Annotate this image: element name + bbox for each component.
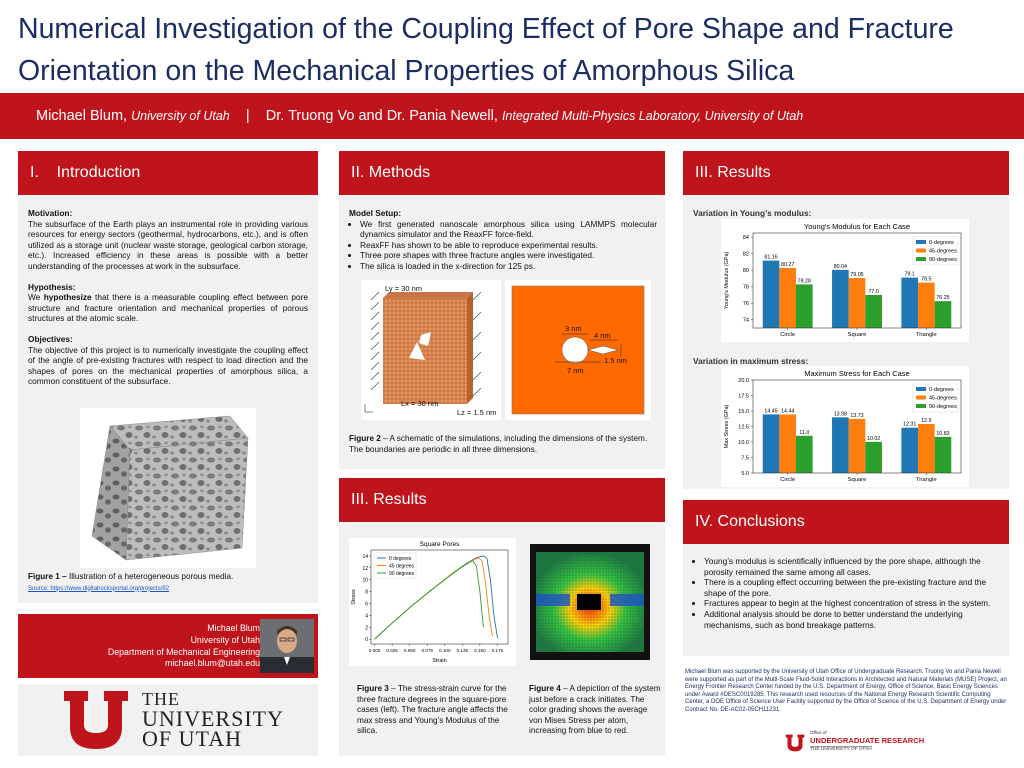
oor-logo [784, 730, 925, 756]
hypothesis-label: Hypothesis: [28, 281, 76, 292]
u-block-logo-icon [58, 687, 134, 753]
y-tick-label: 82 [742, 251, 749, 258]
conclusions-panel [683, 500, 1009, 656]
author-bar [0, 93, 1024, 139]
x-tick-label: Square [847, 332, 867, 338]
acknowledgement-text: Michael Blum was supported by the University of Utah Office of Undergraduate Research. Truong Vo and Pania Newell were supported as part of the Multi-Scale Fluid-Solid Interactions in Architected and Natural Materials (MUSE) Project, an Energy Frontier Research Center funded by the U.S. Department of Energy, Office of Science, Basic Energy Sciences under Award #DESC0019285. This research used resources of the National Energy Research Scientific Computing Center, a DOE Office of Science User Facility supported by the Office of Science of the U.S. Department of Energy under Contract No. DE-AC02-05CH11231. [685, 669, 1007, 713]
bar-value-label: 76.25 [936, 295, 950, 302]
contact-university: University of Utah [190, 634, 260, 645]
legend-label: 45-degrees [929, 395, 957, 402]
methods-bullet-list [349, 219, 657, 272]
y-axis-label: Young's Modulus (GPa) [724, 251, 730, 310]
y-tick-label: 20.0 [738, 378, 749, 384]
pore-diameter-label: 3 nm [565, 324, 582, 333]
bar [796, 436, 813, 473]
max-stress-chart [721, 366, 969, 487]
x-tick-label: 0.100 [439, 648, 451, 653]
bar-value-label: 78.28 [797, 278, 811, 285]
bar-value-label: 14.45 [764, 408, 778, 415]
author-primary-affiliation: University of Utah [131, 109, 230, 123]
wordmark-line2: UNIVERSITY [142, 706, 284, 731]
bar-value-label: 13.73 [850, 412, 864, 419]
oor-big: UNDERGRADUATE RESEARCH [810, 736, 925, 745]
bar [763, 414, 780, 473]
x-tick-label: 0.175 [491, 648, 504, 653]
results-right-panel [683, 151, 1009, 489]
lz-label: Lz = 1.5 nm [457, 408, 497, 417]
figure4-text: – A depiction of the system just before a crack initiates. The color grading shows the average von Mises Stress per atom, increasing from blue to red. [529, 684, 661, 735]
legend-label: 0 degrees [389, 556, 412, 562]
methods-bullet: • The silica is loaded in the x-direction for 125 ps. [360, 261, 657, 272]
x-tick-label: 0.125 [456, 648, 469, 653]
bar-value-label: 80.04 [833, 263, 847, 270]
x-tick-label: 0.000 [368, 648, 381, 653]
bar-value-label: 81.16 [764, 254, 778, 261]
figure2-label: Figure 2 [349, 434, 381, 443]
y-tick-label: 12.5 [738, 424, 749, 431]
y-axis-label: Stress [351, 589, 357, 605]
bar-value-label: 78.5 [921, 276, 932, 283]
y-tick-label: 80 [742, 268, 749, 275]
y-tick-label: 14 [362, 553, 368, 560]
y-tick-label: 7.5 [741, 455, 749, 462]
x-tick-label: 0.150 [474, 648, 486, 653]
max-stress-label: Variation in maximum stress: [693, 356, 809, 366]
author-primary: Michael Blum, [36, 108, 128, 124]
bar [918, 424, 935, 473]
oor-u-icon [784, 732, 806, 754]
conclusions-bullet-list [693, 556, 999, 630]
figure3-caption [357, 684, 517, 737]
chart-title: Maximum Stress for Each Case [804, 369, 910, 378]
y-tick-label: 8 [365, 589, 368, 596]
results-middle-panel [339, 478, 665, 756]
y-tick-label: 78 [742, 284, 749, 291]
motivation-text: The subsurface of the Earth plays an instrumental role in providing various resources for energy sectors (geothermal, hydrocarbons, etc.), and is often utilized as a storage unit (nuclear waste storage, geological carbon storage, etc.). Increased efficiency in these areas is possible with a better understanding of the processes at work in the subsurface. [28, 218, 308, 271]
figure2-text: – A schematic of the simulations, including the dimensions of the system. The boundaries are periodic in all three dimensions. [349, 434, 648, 454]
bar [901, 428, 918, 473]
figure1-source-link[interactable]: Source: https://www.digitalrocksportal.org/projects/92 [28, 585, 170, 592]
legend-label: 45 degrees [389, 563, 415, 570]
model-setup-label: Model Setup: [349, 208, 402, 218]
author-advisors-affiliation: Integrated Multi-Physics Laboratory, University of Utah [501, 109, 804, 123]
legend-swatch [916, 257, 926, 261]
y-tick-label: 76 [742, 301, 749, 308]
introduction-heading: I. Introduction [18, 151, 318, 195]
contact-name: Michael Blum [207, 623, 260, 633]
motivation-label: Motivation: [28, 208, 73, 218]
conclusion-bullet: • Fractures appear to begin at the highest concentration of stress in the system. [704, 598, 999, 609]
x-tick-label: 0.050 [403, 648, 416, 653]
bar-value-label: 80.27 [781, 261, 795, 268]
bar-value-label: 11.0 [799, 429, 810, 436]
conclusion-bullet: • Additional analysis should be done to better understand the underlying mechanisms, such as bond breakage patterns. [704, 609, 999, 630]
figure1-label: Figure 1 – [28, 572, 67, 581]
y-tick-label: 84 [742, 235, 749, 242]
bar [935, 301, 952, 328]
bar [779, 268, 796, 328]
chart-title: Young's Modulus for Each Case [803, 222, 911, 231]
max-stress-svg [721, 366, 969, 487]
bar-value-label: 79.1 [904, 271, 915, 278]
bar [763, 261, 780, 328]
bar [865, 295, 882, 328]
results-middle-heading: III. Results [339, 478, 665, 522]
methods-bullet: • Three pore shapes with three fracture angles were investigated. [360, 250, 657, 261]
lx-label: Lx = 30 nm [401, 399, 439, 408]
author-advisors: Dr. Truong Vo and Dr. Pania Newell, [265, 108, 498, 124]
chart-title: Square Pores [419, 541, 460, 548]
legend-label: 0-degrees [929, 240, 954, 246]
poster-title: Numerical Investigation of the Coupling Effect of Pore Shape and Fracture Orientation on the Mechanical Properties of Amorphous Silica [18, 13, 954, 87]
contact-card [18, 614, 318, 678]
x-tick-label: Circle [780, 477, 796, 483]
y-tick-label: 6 [365, 601, 368, 608]
introduction-panel [18, 151, 318, 603]
university-wordmark [142, 689, 284, 749]
conclusion-bullet: • There is a coupling effect occurring between the pre-existing fracture and the shape of the pore. [704, 577, 999, 598]
wordmark-line3: OF UTAH [142, 726, 242, 751]
x-tick-label: Triangle [915, 477, 937, 483]
legend-label: 90-degrees [929, 257, 957, 263]
objectives-text: The objective of this project is to numerically investigate the coupling effect of the angle of pre-existing fractures with respect to load direction and the shapes of pores on the mechanical properties of amorphous silica, a common constituent of the subsurface. [28, 344, 308, 387]
results-right-heading: III. Results [683, 151, 1009, 195]
bar [901, 278, 918, 328]
youngs-modulus-svg [721, 219, 969, 342]
y-tick-label: 0 [365, 637, 368, 644]
oor-sub: THE UNIVERSITY OF UTAH [810, 747, 872, 752]
legend-swatch [916, 404, 926, 408]
wordmark-line1: THE [142, 689, 180, 709]
bar [935, 437, 952, 473]
contact-email[interactable]: michael.blum@utah.edu [165, 658, 260, 669]
figure4-label: Figure 4 [529, 684, 561, 693]
legend-label: 45-degrees [929, 248, 957, 255]
figure1-caption [28, 572, 310, 594]
fracture-width-label: 1.5 nm [604, 356, 627, 365]
contact-department: Department of Mechanical Engineering [107, 646, 260, 657]
y-tick-label: 4 [365, 613, 368, 620]
bar [865, 442, 882, 473]
introduction-text [28, 208, 308, 387]
y-axis-label: Max Stress (GPa) [724, 404, 730, 449]
fracture-length-label: 4 nm [594, 331, 611, 340]
methods-panel [339, 151, 665, 469]
legend-swatch [916, 240, 926, 244]
y-tick-label: 74 [742, 317, 749, 324]
legend-swatch [916, 396, 926, 400]
y-tick-label: 10 [362, 577, 368, 584]
figure3-label: Figure 3 [357, 684, 389, 693]
conclusions-heading: IV. Conclusions [683, 500, 1009, 544]
oor-small: Office of [810, 730, 827, 735]
methods-text [349, 208, 657, 272]
bar-value-label: 10.83 [936, 430, 950, 437]
von-mises-stress-image [530, 544, 650, 660]
bar-value-label: 12.9 [921, 418, 932, 425]
x-tick-label: Circle [780, 332, 796, 338]
hypothesis-text: We hypothesize that there is a measurable coupling effect between pore structure and fracture orientation and mechanical properties of porous structures at the atomic scale. [28, 292, 308, 324]
bar-value-label: 12.31 [903, 421, 917, 428]
x-tick-label: Triangle [915, 332, 937, 338]
bar [832, 270, 849, 328]
ly-label: Ly = 30 nm [385, 284, 423, 293]
conclusion-bullet: • Young’s modulus is scientifically influenced by the pore shape, although the porosity remained the same among all cases. [704, 556, 999, 577]
y-tick-label: 5.0 [741, 471, 749, 477]
x-tick-label: Square [847, 477, 867, 483]
author-separator: | [245, 108, 250, 124]
legend-label: 90-degrees [929, 404, 957, 410]
university-logo [18, 684, 318, 756]
bar-value-label: 10.02 [867, 435, 881, 442]
y-tick-label: 2 [365, 625, 368, 632]
author-photo [260, 619, 314, 673]
figure1-text: Illustration of a heterogeneous porous media. [66, 572, 234, 581]
stress-strain-chart [349, 538, 516, 666]
legend-swatch [916, 249, 926, 253]
total-length-label: 7 nm [567, 366, 584, 375]
contact-text [28, 623, 260, 670]
pore-dimensions-schematic [505, 280, 651, 420]
legend-swatch [916, 387, 926, 391]
y-tick-label: 15.0 [738, 409, 749, 415]
y-tick-label: 10.0 [738, 440, 749, 446]
legend-label: 90 degrees [389, 571, 415, 577]
methods-bullet: • ReaxFF has shown to be able to reproduce experimental results. [360, 240, 657, 251]
y-tick-label: 12 [362, 565, 368, 572]
figure4-caption [529, 684, 661, 737]
bar-value-label: 77.0 [868, 288, 879, 295]
bar [849, 419, 866, 473]
bar [849, 278, 866, 328]
bar [796, 284, 813, 328]
conclusions-text [693, 556, 999, 630]
figure3-text: – The stress-strain curve for the three fracture degrees in the square-pore cases (left). The fracture angle affects the max stress and Young’s Modulus of the silica. [357, 684, 508, 735]
methods-heading: II. Methods [339, 151, 665, 195]
bar [918, 283, 935, 328]
bar [832, 417, 849, 473]
bar-value-label: 13.98 [833, 411, 847, 418]
youngs-modulus-label: Variation in Young’s modulus: [693, 208, 812, 218]
y-tick-label: 17.5 [738, 393, 749, 400]
bar-value-label: 14.44 [781, 408, 795, 415]
methods-bullet: • We first generated nanoscale amorphous silica using LAMMPS molecular dynamics simulator and the ReaxFF force-field. [360, 219, 657, 240]
simulation-box-schematic [361, 280, 501, 420]
figure2-caption [349, 434, 655, 455]
objectives-label: Objectives: [28, 333, 73, 344]
x-tick-label: 0.075 [421, 648, 433, 653]
x-tick-label: 0.025 [386, 648, 398, 653]
x-axis-label: Strain [432, 658, 447, 664]
stress-strain-svg [349, 538, 516, 666]
bar [779, 414, 796, 473]
porous-media-image [80, 408, 256, 568]
youngs-modulus-chart [721, 219, 969, 342]
legend-label: 0-degrees [929, 387, 954, 393]
bar-value-label: 79.05 [850, 272, 864, 279]
